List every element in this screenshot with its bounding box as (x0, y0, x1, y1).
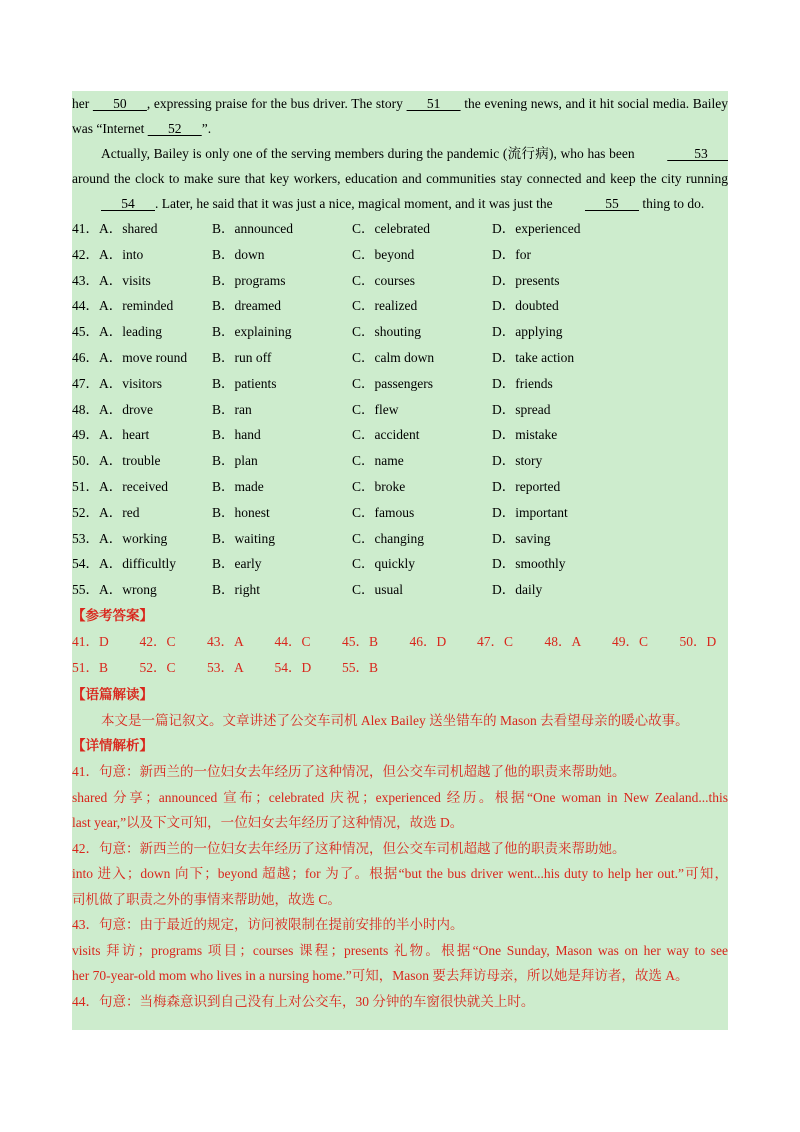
option-c: C．courses (352, 272, 415, 288)
option-d: D．presents (492, 272, 560, 288)
option-b: B．early (212, 556, 262, 572)
option-c: C．accident (352, 427, 420, 443)
option-b: B．explaining (212, 324, 292, 340)
option-b: B．down (212, 246, 265, 262)
blank-52: 52 (147, 121, 202, 136)
question-row (72, 371, 728, 397)
answer-item: 49．C (612, 633, 649, 649)
option-d: D．smoothly (492, 556, 566, 572)
passage-text: the evening news, and it hit social media. Bailey was “Internet (72, 96, 728, 136)
option-a: A．trouble (99, 453, 161, 469)
analysis-line: 司机做了职责之外的事情来帮助她，故选 C。 (72, 891, 341, 907)
answer-item: 47．C (477, 633, 514, 649)
question-row (72, 500, 728, 526)
option-c: C．famous (352, 504, 415, 520)
passage-paragraph-1 (72, 91, 728, 141)
question-list (72, 216, 728, 603)
option-b: B．programs (212, 272, 286, 288)
blank-50: 50 (92, 96, 147, 111)
option-a: A．reminded (99, 298, 174, 314)
option-a: A．visitors (99, 375, 163, 391)
question-number: 46． (72, 349, 99, 365)
option-b: B．hand (212, 427, 261, 443)
answer-item: 48．A (544, 633, 582, 649)
question-row (72, 319, 728, 345)
answer-row (72, 655, 728, 682)
option-a: A．red (99, 504, 140, 520)
question-number: 54． (72, 556, 99, 572)
option-d: D．important (492, 504, 568, 520)
option-a: A．working (99, 530, 168, 546)
blank-55: 55 (584, 196, 639, 211)
analysis-line: visits 拜访；programs 项目；courses 课程；presents 礼物。根据“One Sunday, Mason was on her way to see (72, 942, 728, 958)
question-row (72, 474, 728, 500)
answer-item: 55．B (342, 660, 379, 676)
passage-text: ”. (201, 121, 212, 136)
answer-item: 42．C (139, 633, 176, 649)
document-body (72, 91, 728, 1014)
option-b: B．run off (212, 349, 272, 365)
question-row (72, 345, 728, 371)
option-a: A．shared (99, 221, 158, 236)
analysis-line: into 进入；down 向下；beyond 超越；for 为了。根据“but the bus driver went...his duty to help her out.”可知， (72, 866, 728, 882)
option-a: A．heart (99, 427, 150, 443)
answer-item: 45．B (342, 633, 379, 649)
option-d: D．friends (492, 375, 553, 391)
option-d: D．reported (492, 478, 561, 494)
option-d: D．saving (492, 530, 551, 546)
question-row (72, 551, 728, 577)
option-d: D．daily (492, 582, 543, 598)
option-d: D．experienced (492, 221, 581, 236)
option-b: B．plan (212, 453, 258, 469)
option-c: C．name (352, 453, 404, 469)
option-b: B．waiting (212, 530, 275, 546)
option-c: C．passengers (352, 375, 433, 391)
option-d: D．for (492, 246, 531, 262)
answer-item: 51．B (72, 660, 109, 676)
option-a: A．difficultly (99, 556, 176, 572)
option-d: D．doubted (492, 298, 559, 314)
analysis-header: 【详情解析】 (72, 738, 153, 755)
answers-header: 【参考答案】 (72, 607, 153, 624)
blank-53: 53 (667, 146, 728, 161)
option-a: A．move round (99, 349, 188, 365)
question-row (72, 422, 728, 448)
option-c: C．usual (352, 582, 404, 598)
passage-text: , expressing praise for the bus driver. The story (146, 96, 407, 111)
question-number: 48． (72, 401, 99, 417)
option-c: C．changing (352, 530, 424, 546)
question-number: 45． (72, 324, 99, 340)
passage-text: . Later, he said that it was just a nice, magical moment, and it was just the (155, 196, 556, 211)
option-b: B．dreamed (212, 298, 281, 314)
question-row (72, 526, 728, 552)
question-row (72, 268, 728, 294)
question-row (72, 577, 728, 603)
question-row (72, 242, 728, 268)
option-a: A．received (99, 478, 168, 494)
option-d: D．story (492, 453, 543, 469)
answer-item: 41．D (72, 633, 109, 649)
analysis-line: her 70-year-old mom who lives in a nursing home.”可知，Mason 要去拜访母亲，所以她是拜访者，故选 A。 (72, 968, 689, 984)
question-number: 47． (72, 375, 99, 391)
overview-header: 【语篇解读】 (72, 686, 153, 703)
answer-item: 53．A (207, 660, 244, 676)
question-row (72, 397, 728, 423)
option-a: A．wrong (99, 582, 157, 598)
option-c: C．realized (352, 298, 418, 314)
option-b: B．right (212, 582, 261, 598)
answer-item: 44．C (274, 633, 311, 649)
option-b: B．patients (212, 375, 277, 391)
analysis-line: 41．句意：新西兰的一位妇女去年经历了这种情况，但公交车司机超越了他的职责来帮助她。 (72, 764, 626, 780)
question-number: 44． (72, 298, 99, 314)
option-d: D．spread (492, 401, 551, 417)
option-c: C．flew (352, 401, 399, 417)
passage-text: her (72, 96, 93, 111)
analysis-line: last year,”以及下文可知，一位妇女去年经历了这种情况，故选 D。 (72, 815, 464, 831)
question-number: 41． (72, 221, 99, 236)
blank-51: 51 (406, 96, 461, 111)
question-row (72, 293, 728, 319)
option-c: C．quickly (352, 556, 415, 572)
passage-text: Actually, Bailey is only one of the serving members during the pandemic (流行病), who has been (101, 146, 639, 161)
option-d: D．mistake (492, 427, 558, 443)
option-b: B．ran (212, 401, 252, 417)
answer-item: 43．A (207, 633, 244, 649)
answer-item: 52．C (139, 660, 176, 676)
question-number: 51． (72, 478, 99, 494)
question-row (72, 216, 728, 242)
option-b: B．honest (212, 504, 270, 520)
option-b: B．announced (212, 221, 293, 236)
question-number: 53． (72, 530, 99, 546)
analysis-line: 42．句意：新西兰的一位妇女去年经历了这种情况，但公交车司机超越了他的职责来帮助她。 (72, 840, 626, 856)
answer-row (72, 629, 728, 656)
question-number: 50． (72, 453, 99, 469)
option-c: C．broke (352, 478, 406, 494)
option-a: A．drove (99, 401, 153, 417)
question-number: 43． (72, 272, 99, 288)
overview-text: 本文是一篇记叙文。文章讲述了公交车司机 Alex Bailey 送坐错车的 Mason 去看望母亲的暖心故事。 (101, 712, 689, 728)
option-c: C．celebrated (352, 221, 430, 236)
option-d: D．take action (492, 349, 575, 365)
answer-item: 50．D (679, 633, 717, 649)
passage-text: thing to do. (638, 196, 705, 211)
option-c: C．beyond (352, 246, 415, 262)
option-a: A．visits (99, 272, 151, 288)
analysis-line: 44．句意：当梅森意识到自己没有上对公交车，30 分钟的车窗很快就关上时。 (72, 993, 535, 1009)
analysis-line: shared 分享；announced 宣布；celebrated 庆祝；experienced 经历。根据“One woman in New Zealand...this (72, 789, 728, 805)
question-number: 42． (72, 246, 99, 262)
passage-text: around the clock to make sure that key workers, education and communities stay connected and keep the city running (72, 171, 728, 186)
answer-item: 46．D (409, 633, 447, 649)
option-c: C．shouting (352, 324, 422, 340)
option-c: C．calm down (352, 349, 435, 365)
question-number: 52． (72, 504, 99, 520)
analysis-line: 43．句意：由于最近的规定，访问被限制在提前安排的半小时内。 (72, 917, 464, 933)
question-number: 49． (72, 427, 99, 443)
question-number: 55． (72, 582, 99, 598)
passage-paragraph-2 (72, 141, 728, 216)
answer-item: 54．D (274, 660, 312, 676)
option-a: A．leading (99, 324, 162, 340)
option-d: D．applying (492, 324, 563, 340)
option-b: B．made (212, 478, 264, 494)
question-row (72, 448, 728, 474)
blank-54: 54 (101, 196, 155, 211)
option-a: A．into (99, 246, 144, 262)
